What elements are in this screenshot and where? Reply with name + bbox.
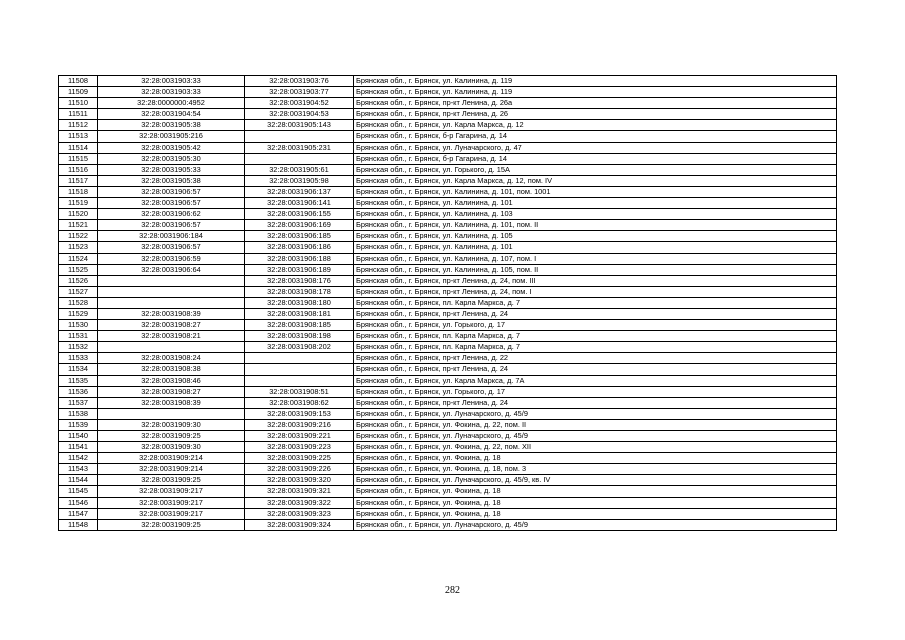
row-number-cell: 11539 <box>59 419 98 430</box>
building-cadastral-cell: 32:28:0031909:221 <box>245 431 354 442</box>
register-table-body <box>59 76 837 531</box>
register-table <box>58 75 837 531</box>
row-number-cell: 11525 <box>59 264 98 275</box>
table-row <box>59 519 837 530</box>
land-plot-cadastral-cell <box>98 408 245 419</box>
row-number-cell: 11545 <box>59 486 98 497</box>
address-cell: Брянская обл., г. Брянск, ул. Фокина, д. 18 <box>354 508 837 519</box>
table-row <box>59 297 837 308</box>
land-plot-cadastral-cell: 32:28:0031905:33 <box>98 164 245 175</box>
land-plot-cadastral-cell: 32:28:0031903:33 <box>98 87 245 98</box>
address-cell: Брянская обл., г. Брянск, ул. Калинина, д. 101, пом. II <box>354 220 837 231</box>
building-cadastral-cell: 32:28:0031906:141 <box>245 198 354 209</box>
address-cell: Брянская обл., г. Брянск, пр-кт Ленина, д. 24 <box>354 364 837 375</box>
building-cadastral-cell: 32:28:0031904:52 <box>245 98 354 109</box>
address-cell: Брянская обл., г. Брянск, пр-кт Ленина, д. 26 <box>354 109 837 120</box>
building-cadastral-cell: 32:28:0031909:324 <box>245 519 354 530</box>
table-row <box>59 408 837 419</box>
table-row <box>59 431 837 442</box>
row-number-cell: 11544 <box>59 475 98 486</box>
building-cadastral-cell: 32:28:0031904:53 <box>245 109 354 120</box>
address-cell: Брянская обл., г. Брянск, ул. Горького, д. 15А <box>354 164 837 175</box>
table-row <box>59 142 837 153</box>
land-plot-cadastral-cell: 32:28:0031904:54 <box>98 109 245 120</box>
row-number-cell: 11534 <box>59 364 98 375</box>
land-plot-cadastral-cell: 32:28:0031909:214 <box>98 453 245 464</box>
address-cell: Брянская обл., г. Брянск, б-р Гагарина, д. 14 <box>354 131 837 142</box>
building-cadastral-cell: 32:28:0031905:61 <box>245 164 354 175</box>
row-number-cell: 11526 <box>59 275 98 286</box>
building-cadastral-cell <box>245 353 354 364</box>
address-cell: Брянская обл., г. Брянск, ул. Горького, д. 17 <box>354 320 837 331</box>
address-cell: Брянская обл., г. Брянск, ул. Горького, д. 17 <box>354 386 837 397</box>
land-plot-cadastral-cell: 32:28:0031905:38 <box>98 120 245 131</box>
row-number-cell: 11513 <box>59 131 98 142</box>
table-row <box>59 131 837 142</box>
address-cell: Брянская обл., г. Брянск, ул. Карла Маркса, д. 12, пом. IV <box>354 175 837 186</box>
address-cell: Брянская обл., г. Брянск, ул. Калинина, д. 103 <box>354 209 837 220</box>
building-cadastral-cell: 32:28:0031908:198 <box>245 331 354 342</box>
table-row <box>59 508 837 519</box>
row-number-cell: 11523 <box>59 242 98 253</box>
address-cell: Брянская обл., г. Брянск, ул. Фокина, д. 18 <box>354 486 837 497</box>
address-cell: Брянская обл., г. Брянск, ул. Калинина, д. 107, пом. I <box>354 253 837 264</box>
building-cadastral-cell <box>245 375 354 386</box>
land-plot-cadastral-cell <box>98 275 245 286</box>
row-number-cell: 11543 <box>59 464 98 475</box>
row-number-cell: 11520 <box>59 209 98 220</box>
table-row <box>59 275 837 286</box>
land-plot-cadastral-cell: 32:28:0031909:214 <box>98 464 245 475</box>
building-cadastral-cell: 32:28:0031909:323 <box>245 508 354 519</box>
building-cadastral-cell: 32:28:0031906:185 <box>245 231 354 242</box>
address-cell: Брянская обл., г. Брянск, ул. Фокина, д. 18 <box>354 453 837 464</box>
table-row <box>59 109 837 120</box>
building-cadastral-cell: 32:28:0031909:225 <box>245 453 354 464</box>
address-cell: Брянская обл., г. Брянск, б-р Гагарина, д. 14 <box>354 153 837 164</box>
address-cell: Брянская обл., г. Брянск, ул. Фокина, д. 22, пом. II <box>354 419 837 430</box>
table-row <box>59 442 837 453</box>
address-cell: Брянская обл., г. Брянск, ул. Фокина, д. 18 <box>354 497 837 508</box>
table-row <box>59 342 837 353</box>
address-cell: Брянская обл., г. Брянск, ул. Луначарского, д. 45/9, кв. IV <box>354 475 837 486</box>
building-cadastral-cell: 32:28:0031905:231 <box>245 142 354 153</box>
table-row <box>59 242 837 253</box>
row-number-cell: 11540 <box>59 431 98 442</box>
row-number-cell: 11532 <box>59 342 98 353</box>
land-plot-cadastral-cell: 32:28:0031909:217 <box>98 508 245 519</box>
land-plot-cadastral-cell: 32:28:0031905:30 <box>98 153 245 164</box>
table-row <box>59 397 837 408</box>
land-plot-cadastral-cell: 32:28:0031906:57 <box>98 186 245 197</box>
row-number-cell: 11529 <box>59 308 98 319</box>
building-cadastral-cell <box>245 153 354 164</box>
table-row <box>59 353 837 364</box>
building-cadastral-cell: 32:28:0031906:186 <box>245 242 354 253</box>
land-plot-cadastral-cell: 32:28:0031909:30 <box>98 442 245 453</box>
table-row <box>59 320 837 331</box>
table-row <box>59 164 837 175</box>
row-number-cell: 11535 <box>59 375 98 386</box>
row-number-cell: 11514 <box>59 142 98 153</box>
building-cadastral-cell: 32:28:0031909:320 <box>245 475 354 486</box>
building-cadastral-cell: 32:28:0031908:51 <box>245 386 354 397</box>
land-plot-cadastral-cell <box>98 286 245 297</box>
row-number-cell: 11512 <box>59 120 98 131</box>
building-cadastral-cell: 32:28:0031909:321 <box>245 486 354 497</box>
row-number-cell: 11515 <box>59 153 98 164</box>
table-row <box>59 286 837 297</box>
land-plot-cadastral-cell: 32:28:0031903:33 <box>98 76 245 87</box>
building-cadastral-cell: 32:28:0031906:155 <box>245 209 354 220</box>
address-cell: Брянская обл., г. Брянск, ул. Луначарского, д. 47 <box>354 142 837 153</box>
land-plot-cadastral-cell: 32:28:0031908:27 <box>98 386 245 397</box>
row-number-cell: 11508 <box>59 76 98 87</box>
table-row <box>59 231 837 242</box>
land-plot-cadastral-cell: 32:28:0031905:216 <box>98 131 245 142</box>
row-number-cell: 11528 <box>59 297 98 308</box>
table-row <box>59 475 837 486</box>
land-plot-cadastral-cell: 32:28:0000000:4952 <box>98 98 245 109</box>
building-cadastral-cell <box>245 364 354 375</box>
row-number-cell: 11527 <box>59 286 98 297</box>
row-number-cell: 11510 <box>59 98 98 109</box>
table-row <box>59 253 837 264</box>
table-row <box>59 87 837 98</box>
building-cadastral-cell: 32:28:0031909:226 <box>245 464 354 475</box>
land-plot-cadastral-cell: 32:28:0031909:25 <box>98 431 245 442</box>
address-cell: Брянская обл., г. Брянск, пл. Карла Маркса, д. 7 <box>354 342 837 353</box>
building-cadastral-cell: 32:28:0031909:223 <box>245 442 354 453</box>
table-row <box>59 120 837 131</box>
land-plot-cadastral-cell: 32:28:0031909:217 <box>98 497 245 508</box>
table-row <box>59 464 837 475</box>
address-cell: Брянская обл., г. Брянск, ул. Калинина, д. 119 <box>354 87 837 98</box>
table-row <box>59 364 837 375</box>
row-number-cell: 11536 <box>59 386 98 397</box>
address-cell: Брянская обл., г. Брянск, пр-кт Ленина, д. 24 <box>354 397 837 408</box>
address-cell: Брянская обл., г. Брянск, ул. Калинина, д. 101 <box>354 198 837 209</box>
row-number-cell: 11538 <box>59 408 98 419</box>
building-cadastral-cell: 32:28:0031908:181 <box>245 308 354 319</box>
building-cadastral-cell: 32:28:0031908:176 <box>245 275 354 286</box>
building-cadastral-cell: 32:28:0031906:188 <box>245 253 354 264</box>
table-row <box>59 264 837 275</box>
land-plot-cadastral-cell: 32:28:0031906:64 <box>98 264 245 275</box>
building-cadastral-cell: 32:28:0031909:322 <box>245 497 354 508</box>
building-cadastral-cell: 32:28:0031906:137 <box>245 186 354 197</box>
table-row <box>59 153 837 164</box>
row-number-cell: 11518 <box>59 186 98 197</box>
land-plot-cadastral-cell: 32:28:0031909:25 <box>98 519 245 530</box>
land-plot-cadastral-cell: 32:28:0031905:42 <box>98 142 245 153</box>
row-number-cell: 11519 <box>59 198 98 209</box>
table-row <box>59 386 837 397</box>
address-cell: Брянская обл., г. Брянск, пр-кт Ленина, д. 26а <box>354 98 837 109</box>
address-cell: Брянская обл., г. Брянск, ул. Калинина, д. 101 <box>354 242 837 253</box>
building-cadastral-cell: 32:28:0031909:216 <box>245 419 354 430</box>
address-cell: Брянская обл., г. Брянск, пр-кт Ленина, д. 24, пом. III <box>354 275 837 286</box>
address-cell: Брянская обл., г. Брянск, ул. Калинина, д. 105 <box>354 231 837 242</box>
row-number-cell: 11533 <box>59 353 98 364</box>
row-number-cell: 11531 <box>59 331 98 342</box>
address-cell: Брянская обл., г. Брянск, ул. Луначарского, д. 45/9 <box>354 519 837 530</box>
table-row <box>59 497 837 508</box>
address-cell: Брянская обл., г. Брянск, ул. Луначарского, д. 45/9 <box>354 431 837 442</box>
land-plot-cadastral-cell: 32:28:0031908:39 <box>98 397 245 408</box>
building-cadastral-cell: 32:28:0031908:202 <box>245 342 354 353</box>
land-plot-cadastral-cell: 32:28:0031908:46 <box>98 375 245 386</box>
address-cell: Брянская обл., г. Брянск, ул. Фокина, д. 22, пом. XII <box>354 442 837 453</box>
land-plot-cadastral-cell: 32:28:0031908:21 <box>98 331 245 342</box>
row-number-cell: 11537 <box>59 397 98 408</box>
address-cell: Брянская обл., г. Брянск, ул. Фокина, д. 18, пом. 3 <box>354 464 837 475</box>
row-number-cell: 11511 <box>59 109 98 120</box>
address-cell: Брянская обл., г. Брянск, ул. Калинина, д. 101, пом. 1001 <box>354 186 837 197</box>
address-cell: Брянская обл., г. Брянск, пр-кт Ленина, д. 24, пом. I <box>354 286 837 297</box>
address-cell: Брянская обл., г. Брянск, пр-кт Ленина, д. 22 <box>354 353 837 364</box>
building-cadastral-cell: 32:28:0031905:98 <box>245 175 354 186</box>
row-number-cell: 11548 <box>59 519 98 530</box>
address-cell: Брянская обл., г. Брянск, пр-кт Ленина, д. 24 <box>354 308 837 319</box>
table-row <box>59 375 837 386</box>
row-number-cell: 11547 <box>59 508 98 519</box>
land-plot-cadastral-cell: 32:28:0031906:57 <box>98 220 245 231</box>
land-plot-cadastral-cell <box>98 342 245 353</box>
building-cadastral-cell: 32:28:0031906:169 <box>245 220 354 231</box>
table-row <box>59 486 837 497</box>
address-cell: Брянская обл., г. Брянск, ул. Карла Маркса, д. 12 <box>354 120 837 131</box>
building-cadastral-cell: 32:28:0031908:185 <box>245 320 354 331</box>
building-cadastral-cell: 32:28:0031903:76 <box>245 76 354 87</box>
table-row <box>59 76 837 87</box>
address-cell: Брянская обл., г. Брянск, ул. Калинина, д. 119 <box>354 76 837 87</box>
land-plot-cadastral-cell: 32:28:0031909:217 <box>98 486 245 497</box>
table-row <box>59 186 837 197</box>
land-plot-cadastral-cell: 32:28:0031908:27 <box>98 320 245 331</box>
address-cell: Брянская обл., г. Брянск, ул. Калинина, д. 105, пом. II <box>354 264 837 275</box>
land-plot-cadastral-cell: 32:28:0031909:30 <box>98 419 245 430</box>
address-cell: Брянская обл., г. Брянск, ул. Карла Маркса, д. 7А <box>354 375 837 386</box>
land-plot-cadastral-cell: 32:28:0031909:25 <box>98 475 245 486</box>
land-plot-cadastral-cell: 32:28:0031906:57 <box>98 242 245 253</box>
land-plot-cadastral-cell: 32:28:0031908:38 <box>98 364 245 375</box>
row-number-cell: 11521 <box>59 220 98 231</box>
building-cadastral-cell: 32:28:0031905:143 <box>245 120 354 131</box>
row-number-cell: 11516 <box>59 164 98 175</box>
row-number-cell: 11530 <box>59 320 98 331</box>
table-row <box>59 98 837 109</box>
row-number-cell: 11542 <box>59 453 98 464</box>
building-cadastral-cell <box>245 131 354 142</box>
table-row <box>59 453 837 464</box>
table-row <box>59 419 837 430</box>
building-cadastral-cell: 32:28:0031908:180 <box>245 297 354 308</box>
table-row <box>59 198 837 209</box>
address-cell: Брянская обл., г. Брянск, пл. Карла Маркса, д. 7 <box>354 331 837 342</box>
land-plot-cadastral-cell: 32:28:0031908:24 <box>98 353 245 364</box>
table-row <box>59 220 837 231</box>
building-cadastral-cell: 32:28:0031903:77 <box>245 87 354 98</box>
building-cadastral-cell: 32:28:0031909:153 <box>245 408 354 419</box>
land-plot-cadastral-cell <box>98 297 245 308</box>
address-cell: Брянская обл., г. Брянск, пл. Карла Маркса, д. 7 <box>354 297 837 308</box>
land-plot-cadastral-cell: 32:28:0031905:38 <box>98 175 245 186</box>
land-plot-cadastral-cell: 32:28:0031908:39 <box>98 308 245 319</box>
row-number-cell: 11522 <box>59 231 98 242</box>
table-row <box>59 209 837 220</box>
row-number-cell: 11517 <box>59 175 98 186</box>
page-number: 282 <box>445 585 460 596</box>
table-row <box>59 308 837 319</box>
land-plot-cadastral-cell: 32:28:0031906:62 <box>98 209 245 220</box>
land-plot-cadastral-cell: 32:28:0031906:57 <box>98 198 245 209</box>
land-plot-cadastral-cell: 32:28:0031906:59 <box>98 253 245 264</box>
table-row <box>59 175 837 186</box>
row-number-cell: 11546 <box>59 497 98 508</box>
row-number-cell: 11524 <box>59 253 98 264</box>
building-cadastral-cell: 32:28:0031908:178 <box>245 286 354 297</box>
row-number-cell: 11541 <box>59 442 98 453</box>
land-plot-cadastral-cell: 32:28:0031906:184 <box>98 231 245 242</box>
building-cadastral-cell: 32:28:0031908:62 <box>245 397 354 408</box>
row-number-cell: 11509 <box>59 87 98 98</box>
address-cell: Брянская обл., г. Брянск, ул. Луначарского, д. 45/9 <box>354 408 837 419</box>
building-cadastral-cell: 32:28:0031906:189 <box>245 264 354 275</box>
table-row <box>59 331 837 342</box>
